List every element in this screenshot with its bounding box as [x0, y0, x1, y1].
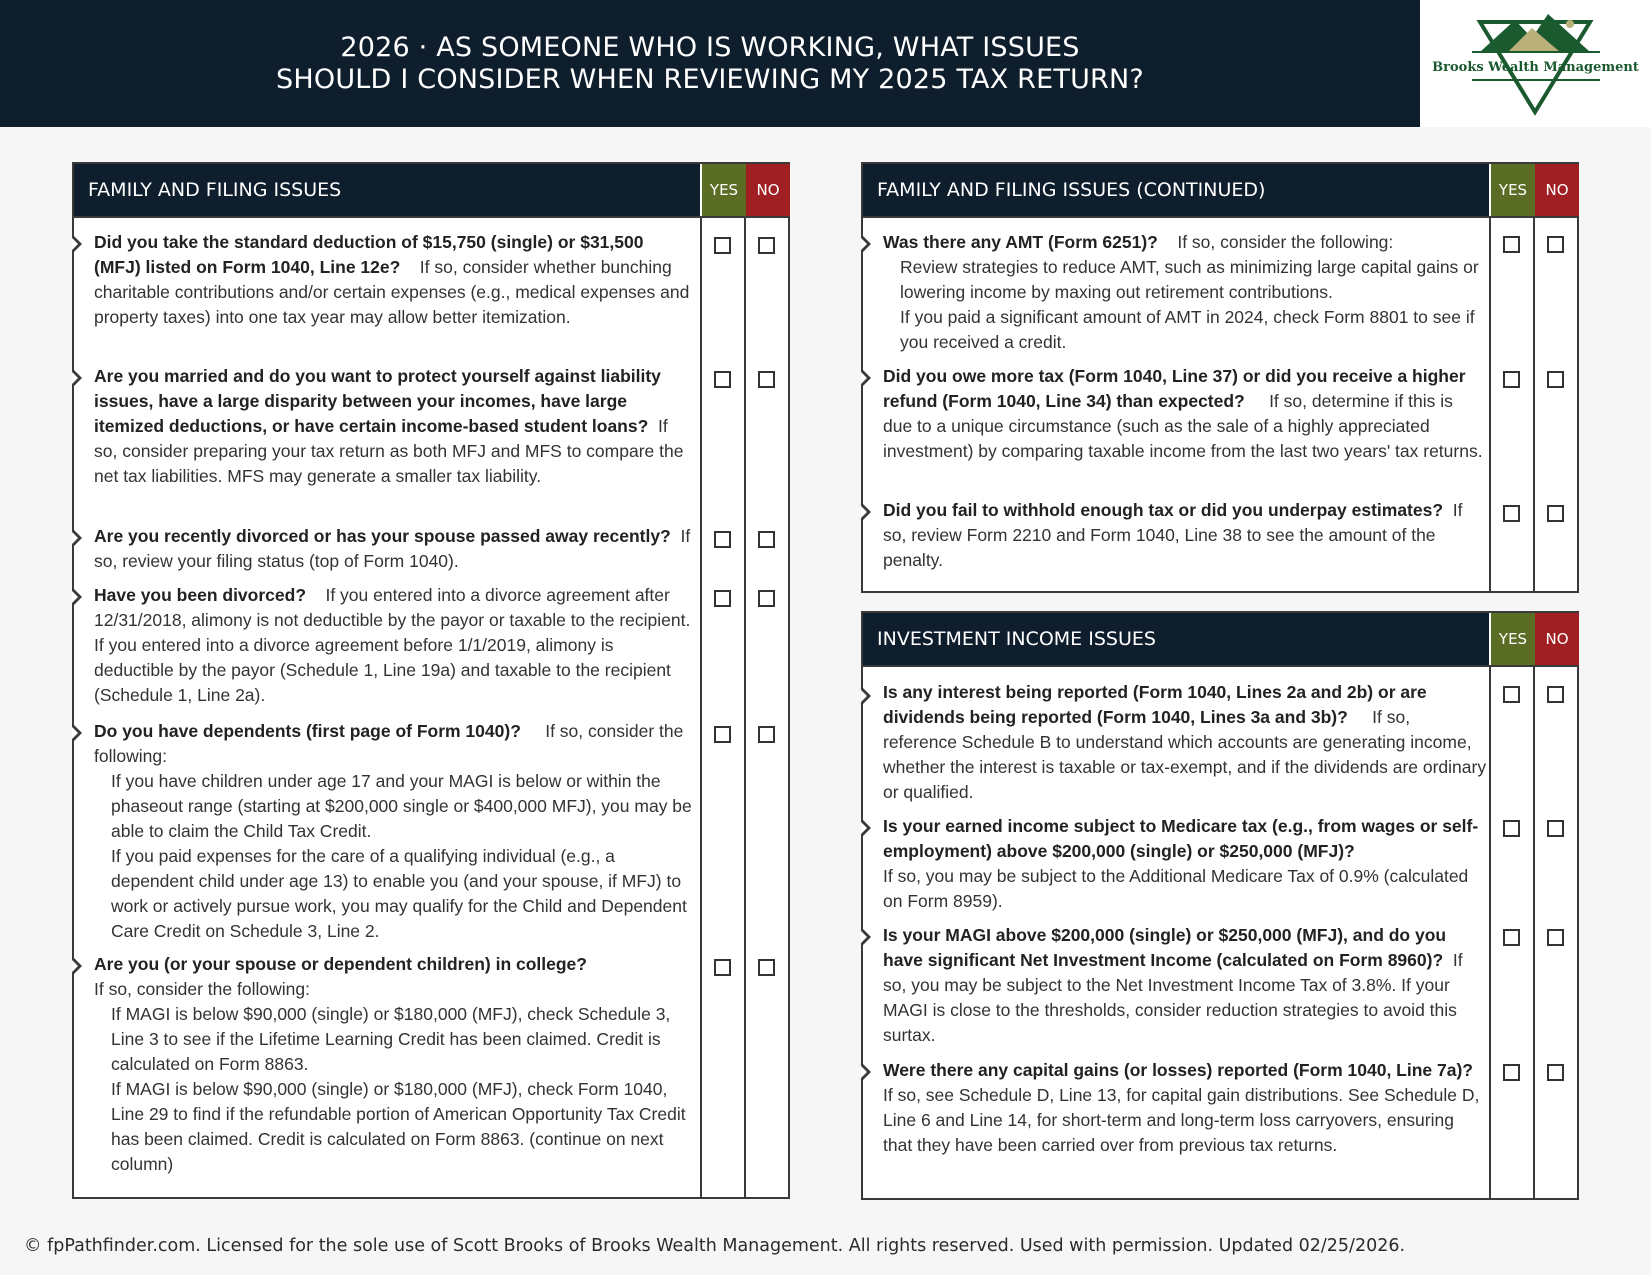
brand-logo [1420, 0, 1651, 127]
question-item [94, 719, 698, 944]
yes-checkbox[interactable] [1503, 371, 1520, 388]
yes-column-header: YES [1491, 164, 1535, 216]
no-checkbox[interactable] [758, 531, 775, 548]
question-text: Did you owe more tax (Form 1040, Line 37) or did you receive a higher refund (Form 1040, Line 34) than expected? [883, 366, 1466, 411]
item-marker-icon [74, 589, 82, 605]
sub-point: Review strategies to reduce AMT, such as minimizing large capital gains or lowering income by maxing out retirement contributions. [900, 257, 1479, 302]
yes-checkbox[interactable] [714, 237, 731, 254]
yes-checkbox[interactable] [1503, 929, 1520, 946]
question-text: Are you married and do you want to protect yourself against liability issues, have a large disparity between your incomes, have large itemized deductions, or have certain income-based student loans? [94, 366, 661, 436]
header-banner [0, 0, 1420, 127]
item-marker-icon [863, 1064, 871, 1080]
question-item [883, 230, 1483, 355]
yes-column-header: YES [1491, 613, 1535, 665]
no-checkbox[interactable] [758, 959, 775, 976]
item-marker-icon [863, 236, 871, 252]
no-checkbox[interactable] [758, 237, 775, 254]
answer-text: If so, review your filing status (top of Form 1040). [94, 526, 691, 571]
answer-text: If you entered into a divorce agreement after 12/31/2018, alimony is not deductible by the payor or taxable to the recipient. If you entered into a divorce agreement before 1/1/2019, alimony is deductible by the payor (Schedule 1, Line 19a) and taxable to the recipient (Schedule 1, Line 2a). [94, 585, 691, 705]
answer-text: If so, consider the following: [94, 979, 310, 999]
item-marker-icon [863, 820, 871, 836]
yes-checkbox[interactable] [1503, 505, 1520, 522]
panel-title: INVESTMENT INCOME ISSUES [877, 628, 1156, 650]
item-marker-icon [863, 688, 871, 704]
item-marker-icon [863, 504, 871, 520]
answer-text: If so, see Schedule D, Line 13, for capital gain distributions. See Schedule D, Line 6 and Line 14, for short-term and long-term loss carryovers, ensuring that they have been carried over from previous tax returns. [883, 1085, 1480, 1155]
sub-point: If MAGI is below $90,000 (single) or $180,000 (MFJ), check Form 1040, Line 29 to find if the refundable portion of American Opportunity Tax Credit has been claimed. Credit is calculated on Form 8863. (continue on next column) [111, 1079, 686, 1174]
yes-checkbox[interactable] [714, 531, 731, 548]
yes-checkbox[interactable] [1503, 686, 1520, 703]
question-text: Is your earned income subject to Medicare tax (e.g., from wages or self-employment) above $200,000 (single) or $250,000 (MFJ)? [883, 816, 1479, 861]
yes-checkbox[interactable] [714, 726, 731, 743]
item-marker-icon [74, 236, 82, 252]
answer-text: If so, review Form 2210 and Form 1040, Line 38 to see the amount of the penalty. [883, 500, 1463, 570]
question-item [883, 923, 1483, 1048]
sub-point: If MAGI is below $90,000 (single) or $180,000 (MFJ), check Schedule 3, Line 3 to see if the Lifetime Learning Credit has been claimed. Credit is calculated on Form 8863. [111, 1004, 671, 1074]
question-item [883, 498, 1483, 573]
no-checkbox[interactable] [758, 590, 775, 607]
answer-text: If so, determine if this is due to a unique circumstance (such as the sale of a highly appreciated investment) by comparing taxable income from the last two years' tax returns. [883, 391, 1483, 461]
panel-title: FAMILY AND FILING ISSUES [88, 179, 342, 201]
yes-checkbox[interactable] [1503, 1064, 1520, 1081]
family-filing-continued-panel [861, 162, 1579, 593]
question-text: Do you have dependents (first page of Form 1040)? [94, 721, 521, 741]
header-title-line-1: 2026 · AS SOMEONE WHO IS WORKING, WHAT ISSUES [340, 31, 1080, 63]
question-text: Did you fail to withhold enough tax or did you underpay estimates? [883, 500, 1444, 520]
no-checkbox[interactable] [1547, 929, 1564, 946]
panel-header [863, 164, 1489, 216]
item-marker-icon [863, 370, 871, 386]
investment-income-panel [861, 611, 1579, 1200]
yes-checkbox[interactable] [714, 590, 731, 607]
yes-column-header: YES [702, 164, 746, 216]
item-marker-icon [74, 958, 82, 974]
item-marker-icon [74, 370, 82, 386]
panel-title: FAMILY AND FILING ISSUES (CONTINUED) [877, 179, 1266, 201]
question-text: Were there any capital gains (or losses) reported (Form 1040, Line 7a)? [883, 1060, 1474, 1080]
no-column-header: NO [746, 164, 790, 216]
yes-checkbox[interactable] [1503, 236, 1520, 253]
question-item [883, 680, 1487, 805]
yes-checkbox[interactable] [1503, 820, 1520, 837]
question-item [883, 1058, 1487, 1158]
sub-point: If you have children under age 17 and your MAGI is below or within the phaseout range (starting at $200,000 single or $400,000 MFJ), you may be able to claim the Child Tax Credit. [111, 771, 692, 841]
question-text: Are you (or your spouse or dependent children) in college? [94, 954, 587, 974]
no-checkbox[interactable] [1547, 236, 1564, 253]
brand-name: Brooks Wealth Management [1432, 60, 1639, 75]
question-text: Are you recently divorced or has your spouse passed away recently? [94, 526, 671, 546]
question-text: Is any interest being reported (Form 1040, Lines 2a and 2b) or are dividends being reported (Form 1040, Lines 3a and 3b)? [883, 682, 1427, 727]
sub-point: If you paid a significant amount of AMT in 2024, check Form 8801 to see if you received a credit. [900, 307, 1475, 352]
question-item [94, 364, 694, 489]
no-checkbox[interactable] [1547, 1064, 1564, 1081]
question-text: Have you been divorced? [94, 585, 307, 605]
yes-checkbox[interactable] [714, 371, 731, 388]
no-checkbox[interactable] [1547, 686, 1564, 703]
no-checkbox[interactable] [758, 726, 775, 743]
panel-header [863, 613, 1489, 665]
answer-text: If so, reference Schedule B to understand which accounts are generating income, whether the interest is taxable or tax-exempt, and if the dividends are ordinary or qualified. [883, 707, 1487, 802]
answer-text: If so, you may be subject to the Net Investment Income Tax of 3.8%. If your MAGI is close to the thresholds, consider reduction strategies to avoid this surtax. [883, 950, 1463, 1045]
copyright-footer: © fpPathfinder.com. Licensed for the sole use of Scott Brooks of Brooks Wealth Management. All rights reserved. Used with permission. Updated 02/25/2026. [24, 1236, 1406, 1256]
no-checkbox[interactable] [1547, 505, 1564, 522]
no-checkbox[interactable] [1547, 371, 1564, 388]
no-column-header: NO [1535, 613, 1579, 665]
answer-text: If so, consider the following: [94, 721, 684, 766]
question-item [883, 814, 1483, 914]
answer-text: If so, consider whether bunching charitable contributions and/or certain expenses (e.g., medical expenses and property taxes) into one tax year may allow better itemization. [94, 257, 690, 327]
item-marker-icon [74, 530, 82, 546]
answer-text: If so, consider the following: [1177, 232, 1394, 252]
family-filing-panel [72, 162, 790, 1199]
no-checkbox[interactable] [758, 371, 775, 388]
item-marker-icon [74, 725, 82, 741]
no-checkbox[interactable] [1547, 820, 1564, 837]
question-text: Is your MAGI above $200,000 (single) or $250,000 (MFJ), and do you have significant Net Investment Income (calculated on Form 8960)? [883, 925, 1447, 970]
panel-header [74, 164, 700, 216]
no-column-header: NO [1535, 164, 1579, 216]
answer-text: If so, consider preparing your tax return as both MFJ and MFS to compare the net tax liabilities. MFS may generate a smaller tax liability. [94, 416, 684, 486]
question-item [94, 583, 694, 708]
answer-text: If so, you may be subject to the Additional Medicare Tax of 0.9% (calculated on Form 8959). [883, 866, 1469, 911]
question-item [94, 230, 694, 330]
question-text: Did you take the standard deduction of $15,750 (single) or $31,500 (MFJ) listed on Form 1040, Line 12e? [94, 232, 644, 277]
item-marker-icon [863, 929, 871, 945]
question-item [94, 952, 698, 1177]
question-text: Was there any AMT (Form 6251)? [883, 232, 1158, 252]
header-title-line-2: SHOULD I CONSIDER WHEN REVIEWING MY 2025 TAX RETURN? [276, 63, 1144, 95]
sub-point: If you paid expenses for the care of a qualifying individual (e.g., a dependent child under age 13) to enable you (and your spouse, if MFJ) to work or actively pursue work, you may qualify for the Child and Dependent Care Credit on Schedule 3, Line 2. [111, 846, 687, 941]
yes-checkbox[interactable] [714, 959, 731, 976]
question-item [94, 524, 694, 574]
question-item [883, 364, 1483, 464]
